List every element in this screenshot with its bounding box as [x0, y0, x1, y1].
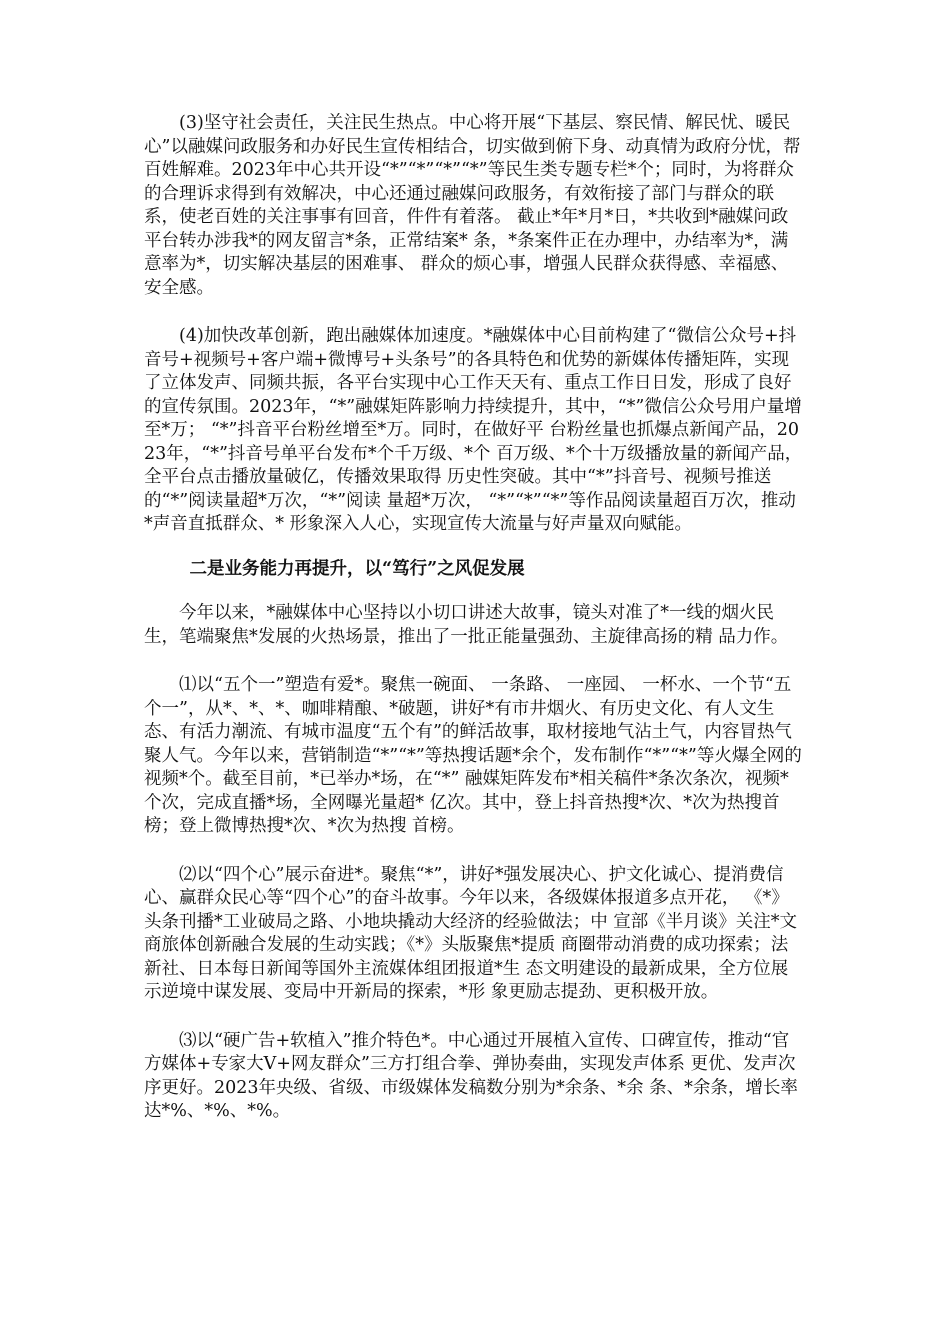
paragraph-spacer [144, 300, 804, 325]
paragraph-spacer [144, 1005, 804, 1030]
paragraph-social-responsibility: (3)坚守社会责任，关注民生热点。中心将开展“下基层、察民情、解民忧、暖民心”以融媒问政服务和办好民生宣传相结合，切实做到俯下身、动真情为政府分忧，帮百姓解难。2023年中心共开设“*”“*”“*”“*”等民生类专题专栏*个；同时，为将群众的合理诉求得到有效解决，中心还通过融媒问政服务，有效衔接了部门与群众的联系，使老百姓的关注事事有回音，件件有着落。 截止*年*月*日，*共收到*融媒问政平台转办涉我*的网友留言*条，正常结案* 条，*条案件正在办理中，办结率为*，满意率为*，切实解决基层的困难事、 群众的烦心事，增强人民群众获得感、幸福感、安全感。 [144, 113, 801, 298]
paragraph-spacer [144, 537, 804, 558]
paragraph-spacer [144, 839, 804, 864]
paragraph-five-ones: ⑴以“五个一”塑造有爱*。聚焦一碗面、 一条路、 一座园、 一杯水、一个节“五个一”，从*、*、*、咖啡精酿、*破题，讲好*有市井烟火、有历史文化、有人文生态、有活力潮流、有城市温度“五个有”的鲜活故事，取材接地气沾土气，内容冒热气聚人气。今年以来，营销制造“*”“*”等热搜话题*余个，发布制作“*”“*”等火爆全网的视频*个。截至目前，*已举办*场，在“*” 融媒矩阵发布*相关稿件*条次条次，视频*个次，完成直播*场，全网曝光量超* 亿次。其中，登上抖音热搜*次、*次为热搜首榜；登上微博热搜*次、*次为热搜 首榜。 [144, 675, 802, 836]
paragraph-spacer [144, 581, 804, 602]
paragraph-hard-ads: ⑶以“硬广告+软植入”推介特色*。中心通过开展植入宣传、口碑宣传，推动“官方媒体+专家大V+网友群众”三方打组合拳、弹协奏曲，实现发声体系 更优、发声次序更好。2023年央级、省级、市级媒体发稿数分别为*余条、*余 条、*余条，增长率达*%、*%、*%。 [144, 1030, 798, 1121]
section-heading: 二是业务能力再提升，以“笃行”之风促发展 [189, 558, 525, 579]
paragraph-four-hearts: ⑵以“四个心”展示奋进*。聚焦“*”，讲好*强发展决心、护文化诚心、提消费信心、赢群众民心等“四个心”的奋斗故事。今年以来，各级媒体报道多点开花， 《*》头条刊播*工业破局之路、小地块撬动大经济的经验做法；中 宣部《半月谈》关注*文商旅体创新融合发展的生动实践；《*》头版聚焦*提质 商圈带动消费的成功探索；法新社、日本每日新闻等国外主流媒体组团报道*生 态文明建设的最新成果，全方位展示逆境中谋发展、变局中开新局的探索，*形 象更励志提劲、更积极开放。 [144, 864, 798, 1002]
paragraph-spacer [144, 649, 804, 674]
document-page [144, 112, 804, 1124]
paragraph-reform-innovation: (4)加快改革创新，跑出融媒体加速度。*融媒体中心目前构建了“微信公众号+抖音号+视频号+客户端+微博号+头条号”的各具特色和优势的新媒体传播矩阵，实现了立体发声、同频共振，各平台实现中心工作天天有、重点工作日日发，形成了良好的宣传氛围。2023年，“*”融媒矩阵影响力持续提升，其中，“*”微信公众号用户量增至*万； “*”抖音平台粉丝增至*万。同时，在做好平 台粉丝量也抓爆点新闻产品，2023年，“*”抖音号单平台发布*个千万级、*个 百万级、*个十万级播放量的新闻产品，全平台点击播放量破亿，传播效果取得 历史性突破。其中“*”抖音号、视频号推送的“*”阅读量超*万次，“*”阅读 量超*万次， “*”“*”“*”等作品阅读量超百万次，推动*声音直抵群众、* 形象深入人心，实现宣传大流量与好声量双向赋能。 [144, 326, 803, 534]
paragraph-intro: 今年以来，*融媒体中心坚持以小切口讲述大故事，镜头对准了*一线的烟火民生，笔端聚焦*发展的火热场景，推出了一批正能量强劲、主旋律高扬的精 品力作。 [144, 603, 789, 647]
